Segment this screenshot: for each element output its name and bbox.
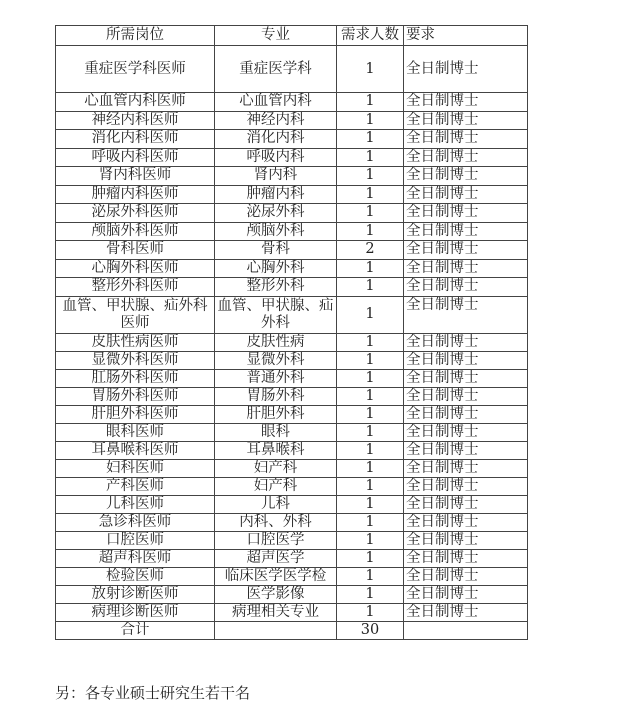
header-count: 需求人数 [337,26,404,46]
count-cell: 1 [337,130,404,149]
requirement-cell: 全日制博士 [404,603,528,621]
major-cell: 妇产科 [215,477,337,495]
header-requirement: 要求 [404,26,528,46]
table-row [56,567,528,585]
major-cell: 消化内科 [215,130,337,149]
requirement-cell: 全日制博士 [404,567,528,585]
major-cell: 临床医学医学检 [215,567,337,585]
requirement-cell: 全日制博士 [404,130,528,149]
count-cell: 1 [337,204,404,223]
position-cell: 胃肠外科医师 [56,387,215,405]
position-cell: 病理诊断医师 [56,603,215,621]
major-cell: 胃肠外科 [215,387,337,405]
count-cell: 1 [337,296,404,333]
table-row [56,585,528,603]
count-cell: 1 [337,351,404,369]
requirement-cell: 全日制博士 [404,549,528,567]
major-cell: 呼吸内科 [215,148,337,167]
count-cell: 1 [337,441,404,459]
count-cell: 1 [337,259,404,278]
table-row [56,369,528,387]
requirement-cell: 全日制博士 [404,333,528,351]
total-empty-major [215,621,337,640]
table-row [56,405,528,423]
count-cell: 1 [337,185,404,204]
position-cell: 骨科医师 [56,241,215,260]
table-row [56,111,528,130]
total-label: 合计 [56,621,215,640]
table-row [56,93,528,112]
requirement-cell: 全日制博士 [404,167,528,186]
requirement-cell: 全日制博士 [404,259,528,278]
major-cell: 心胸外科 [215,259,337,278]
table-header-row [56,26,528,46]
count-cell: 1 [337,495,404,513]
position-cell: 超声科医师 [56,549,215,567]
requirement-cell: 全日制博士 [404,459,528,477]
requirement-cell: 全日制博士 [404,495,528,513]
position-cell: 儿科医师 [56,495,215,513]
requirement-cell: 全日制博士 [404,477,528,495]
position-cell: 妇科医师 [56,459,215,477]
position-cell: 肝胆外科医师 [56,405,215,423]
position-cell: 心胸外科医师 [56,259,215,278]
position-cell: 重症医学科医师 [56,46,215,93]
table-row [56,222,528,241]
count-cell: 1 [337,513,404,531]
position-cell: 急诊科医师 [56,513,215,531]
major-cell: 显微外科 [215,351,337,369]
position-cell: 眼科医师 [56,423,215,441]
requirement-cell: 全日制博士 [404,241,528,260]
table-row [56,513,528,531]
position-cell: 耳鼻喉科医师 [56,441,215,459]
major-cell: 病理相关专业 [215,603,337,621]
header-major: 专业 [215,26,337,46]
table-row [56,531,528,549]
requirement-cell: 全日制博士 [404,387,528,405]
position-cell: 放射诊断医师 [56,585,215,603]
count-cell: 1 [337,369,404,387]
total-count: 30 [337,621,404,640]
table-row [56,423,528,441]
requirement-cell: 全日制博士 [404,222,528,241]
major-cell: 血管、甲状腺、疝外科 [215,296,337,333]
count-cell: 1 [337,567,404,585]
major-cell: 肝胆外科 [215,405,337,423]
major-cell: 口腔医学 [215,531,337,549]
position-cell: 呼吸内科医师 [56,148,215,167]
position-cell: 肛肠外科医师 [56,369,215,387]
count-cell: 1 [337,603,404,621]
table-row [56,130,528,149]
table-row [56,241,528,260]
table-row [56,204,528,223]
count-cell: 1 [337,477,404,495]
position-cell: 颅脑外科医师 [56,222,215,241]
requirement-cell: 全日制博士 [404,93,528,112]
table-row [56,603,528,621]
major-cell: 泌尿外科 [215,204,337,223]
count-cell: 1 [337,585,404,603]
major-cell: 医学影像 [215,585,337,603]
requirement-cell: 全日制博士 [404,185,528,204]
major-cell: 眼科 [215,423,337,441]
table-row [56,495,528,513]
recruitment-table [55,25,528,640]
count-cell: 1 [337,93,404,112]
major-cell: 皮肤性病 [215,333,337,351]
major-cell: 妇产科 [215,459,337,477]
position-cell: 血管、甲状腺、疝外科医师 [56,296,215,333]
count-cell: 1 [337,459,404,477]
position-cell: 消化内科医师 [56,130,215,149]
count-cell: 1 [337,46,404,93]
table-row [56,549,528,567]
count-cell: 1 [337,387,404,405]
position-cell: 口腔医师 [56,531,215,549]
total-row [56,621,528,640]
requirement-cell: 全日制博士 [404,296,528,333]
table-row [56,259,528,278]
requirement-cell: 全日制博士 [404,111,528,130]
requirement-cell: 全日制博士 [404,405,528,423]
requirement-cell: 全日制博士 [404,441,528,459]
count-cell: 1 [337,148,404,167]
major-cell: 超声医学 [215,549,337,567]
major-cell: 肿瘤内科 [215,185,337,204]
position-cell: 检验医师 [56,567,215,585]
count-cell: 1 [337,531,404,549]
table-row [56,46,528,93]
major-cell: 儿科 [215,495,337,513]
position-cell: 肿瘤内科医师 [56,185,215,204]
major-cell: 颅脑外科 [215,222,337,241]
position-cell: 神经内科医师 [56,111,215,130]
table-row [56,387,528,405]
position-cell: 心血管内科医师 [56,93,215,112]
table-row [56,441,528,459]
table-row [56,477,528,495]
count-cell: 1 [337,333,404,351]
table-row [56,459,528,477]
requirement-cell: 全日制博士 [404,204,528,223]
requirement-cell: 全日制博士 [404,278,528,297]
requirement-cell: 全日制博士 [404,513,528,531]
count-cell: 1 [337,278,404,297]
header-position: 所需岗位 [56,26,215,46]
table-row [56,167,528,186]
footnote: 另：各专业硕士研究生若干名 [55,684,251,702]
table-row [56,185,528,204]
position-cell: 皮肤性病医师 [56,333,215,351]
requirement-cell: 全日制博士 [404,148,528,167]
count-cell: 1 [337,222,404,241]
major-cell: 骨科 [215,241,337,260]
requirement-cell: 全日制博士 [404,531,528,549]
major-cell: 心血管内科 [215,93,337,112]
major-cell: 肾内科 [215,167,337,186]
count-cell: 2 [337,241,404,260]
major-cell: 重症医学科 [215,46,337,93]
major-cell: 内科、外科 [215,513,337,531]
requirement-cell: 全日制博士 [404,369,528,387]
requirement-cell: 全日制博士 [404,423,528,441]
requirement-cell: 全日制博士 [404,585,528,603]
major-cell: 神经内科 [215,111,337,130]
position-cell: 产科医师 [56,477,215,495]
major-cell: 耳鼻喉科 [215,441,337,459]
position-cell: 泌尿外科医师 [56,204,215,223]
count-cell: 1 [337,405,404,423]
table-row [56,296,528,333]
position-cell: 肾内科医师 [56,167,215,186]
table-row [56,148,528,167]
table-row [56,351,528,369]
major-cell: 普通外科 [215,369,337,387]
requirement-cell: 全日制博士 [404,351,528,369]
table-row [56,278,528,297]
requirement-cell: 全日制博士 [404,46,528,93]
count-cell: 1 [337,167,404,186]
major-cell: 整形外科 [215,278,337,297]
count-cell: 1 [337,423,404,441]
count-cell: 1 [337,111,404,130]
table-row [56,333,528,351]
total-empty-requirement [404,621,528,640]
position-cell: 显微外科医师 [56,351,215,369]
position-cell: 整形外科医师 [56,278,215,297]
count-cell: 1 [337,549,404,567]
